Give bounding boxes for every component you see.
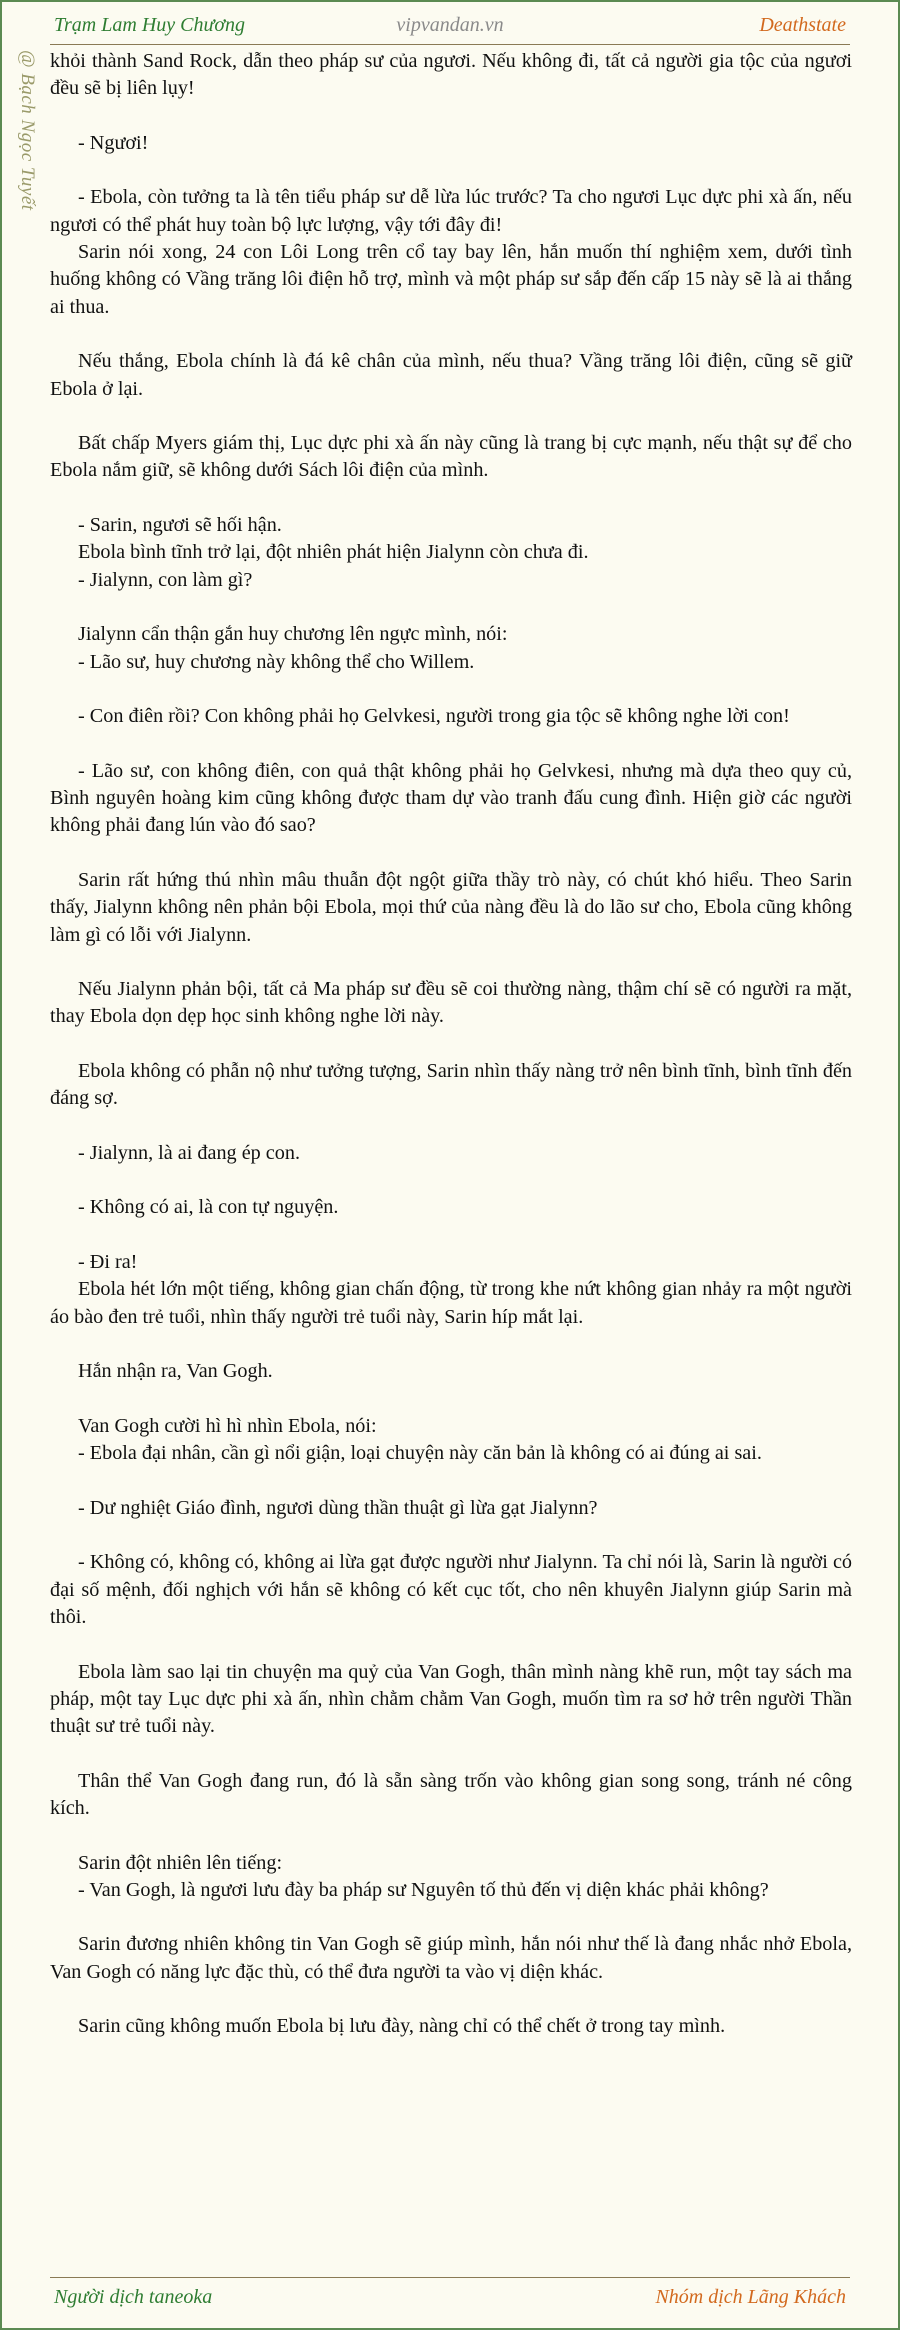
paragraph: - Ngươi! bbox=[78, 131, 149, 154]
paragraph: Jialynn cẩn thận gắn huy chương lên ngực mình, nói: bbox=[78, 623, 508, 646]
paragraph: Ebola hét lớn một tiếng, không gian chấn động, từ trong khe nứt không gian nhảy ra một người áo bào đen trẻ tuổi, nhìn thấy người trẻ tuổi này, Sarin híp mắt lại. bbox=[50, 1278, 852, 1328]
paragraph: - Jialynn, là ai đang ép con. bbox=[78, 1141, 300, 1164]
paragraph: Sarin đương nhiên không tin Van Gogh sẽ giúp mình, hắn nói như thế là đang nhắc nhở Ebola, Van Gogh có năng lực đặc thù, có thể đưa người ta vào vị diện khác. bbox=[50, 1933, 852, 1983]
paragraph: - Không có, không có, không ai lừa gạt được người như Jialynn. Ta chỉ nói là, Sarin là người có đại số mệnh, đối nghịch với hắn sẽ không có kết cục tốt, cho nên khuyên Jialynn giúp Sarin mà thôi. bbox=[50, 1551, 852, 1628]
paragraph: Ebola bình tĩnh trở lại, đột nhiên phát hiện Jialynn còn chưa đi. bbox=[78, 541, 589, 564]
footer-translator: Người dịch taneoka bbox=[54, 2286, 213, 2308]
paragraph: - Không có ai, là con tự nguyện. bbox=[78, 1196, 339, 1219]
paragraph: - Con điên rồi? Con không phải họ Gelvkesi, người trong gia tộc sẽ không nghe lời con! bbox=[78, 705, 790, 728]
paragraph: - Sarin, ngươi sẽ hối hận. bbox=[78, 514, 282, 537]
paragraph: Sarin nói xong, 24 con Lôi Long trên cổ tay bay lên, hắn muốn thí nghiệm xem, dưới tình huống không có Vầng trăng lôi điện hỗ trợ, mình và một pháp sư sắp đến cấp 15 này sẽ là ai thắng ai thua. bbox=[50, 241, 852, 318]
paragraph: Nếu Jialynn phản bội, tất cả Ma pháp sư đều sẽ coi thường nàng, thậm chí sẽ có người ra mặt, thay Ebola dọn dẹp học sinh không nghe lời này. bbox=[50, 978, 852, 1028]
story-text bbox=[50, 48, 852, 2041]
paragraph: Sarin rất hứng thú nhìn mâu thuẫn đột ngột giữa thầy trò này, có chút khó hiểu. Theo Sarin thấy, Jialynn không nên phản bội Ebola, mọi thứ của nàng đều là do lão sư cho, Ebola cũng không làm gì có lỗi với Jialynn. bbox=[50, 868, 852, 946]
paragraph: Sarin cũng không muốn Ebola bị lưu đày, nàng chỉ có thể chết ở trong tay mình. bbox=[78, 2015, 726, 2038]
header-site-title: Trạm Lam Huy Chương bbox=[54, 14, 246, 36]
paragraph: Nếu thắng, Ebola chính là đá kê chân của mình, nếu thua? Vầng trăng lôi điện, cũng sẽ giữ Ebola ở lại. bbox=[50, 350, 852, 400]
paragraph: - Dư nghiệt Giáo đình, ngươi dùng thần thuật gì lừa gạt Jialynn? bbox=[78, 1496, 598, 1519]
paragraph: - Ebola đại nhân, cần gì nổi giận, loại chuyện này căn bản là không có ai đúng ai sai. bbox=[78, 1442, 762, 1465]
header-website: vipvandan.vn bbox=[396, 14, 504, 36]
paragraph: Ebola không có phẫn nộ như tưởng tượng, Sarin nhìn thấy nàng trở nên bình tĩnh, bình tĩnh đến đáng sợ. bbox=[50, 1059, 852, 1110]
paragraph: Thân thể Van Gogh đang run, đó là sẵn sàng trốn vào không gian song song, tránh né công kích. bbox=[50, 1769, 852, 1819]
side-watermark: @ Bạch Ngọc Tuyết bbox=[17, 50, 38, 211]
paragraph: - Lão sư, huy chương này không thể cho Willem. bbox=[78, 650, 475, 673]
page-footer bbox=[50, 2277, 850, 2316]
paragraph: - Ebola, còn tưởng ta là tên tiểu pháp sư dễ lừa lúc trước? Ta cho ngươi Lục dực phi xà ấn, nếu ngươi có thể phát huy toàn bộ lực lượng, vậy tới đây đi! bbox=[50, 186, 852, 236]
paragraph: Hắn nhận ra, Van Gogh. bbox=[78, 1360, 273, 1383]
paragraph: - Jialynn, con làm gì? bbox=[78, 568, 253, 591]
paragraph: Van Gogh cười hì hì nhìn Ebola, nói: bbox=[78, 1414, 377, 1437]
header-book-title: Deathstate bbox=[759, 14, 846, 36]
paragraph: - Lão sư, con không điên, con quả thật không phải họ Gelvkesi, nhưng mà dựa theo quy củ, Bình nguyên hoàng kim cũng không được tham dự vào tranh đấu cung đình. Hiện giờ các người không phải đang lún vào đó sao? bbox=[50, 759, 852, 837]
paragraph: Bất chấp Myers giám thị, Lục dực phi xà ấn này cũng là trang bị cực mạnh, nếu thật sự để cho Ebola nắm giữ, sẽ không dưới Sách lôi điện của mình. bbox=[50, 432, 852, 482]
page-header bbox=[50, 12, 850, 45]
paragraph: - Đi ra! bbox=[78, 1251, 138, 1274]
paragraph: khỏi thành Sand Rock, dẫn theo pháp sư của ngươi. Nếu không đi, tất cả người gia tộc của ngươi đều sẽ bị liên lụy! bbox=[50, 50, 852, 100]
paragraph: Ebola làm sao lại tin chuyện ma quỷ của Van Gogh, thân mình nàng khẽ run, một tay sách ma pháp, một tay Lục dực phi xà ấn, nhìn chằm chằm Van Gogh, muốn tìm ra sơ hở trên người Thần thuật sư trẻ tuổi này. bbox=[50, 1660, 852, 1738]
paragraph: Sarin đột nhiên lên tiếng: bbox=[78, 1851, 283, 1874]
paragraph: - Van Gogh, là ngươi lưu đày ba pháp sư Nguyên tố thủ đến vị diện khác phải không? bbox=[78, 1878, 769, 1901]
footer-group: Nhóm dịch Lãng Khách bbox=[655, 2286, 846, 2308]
